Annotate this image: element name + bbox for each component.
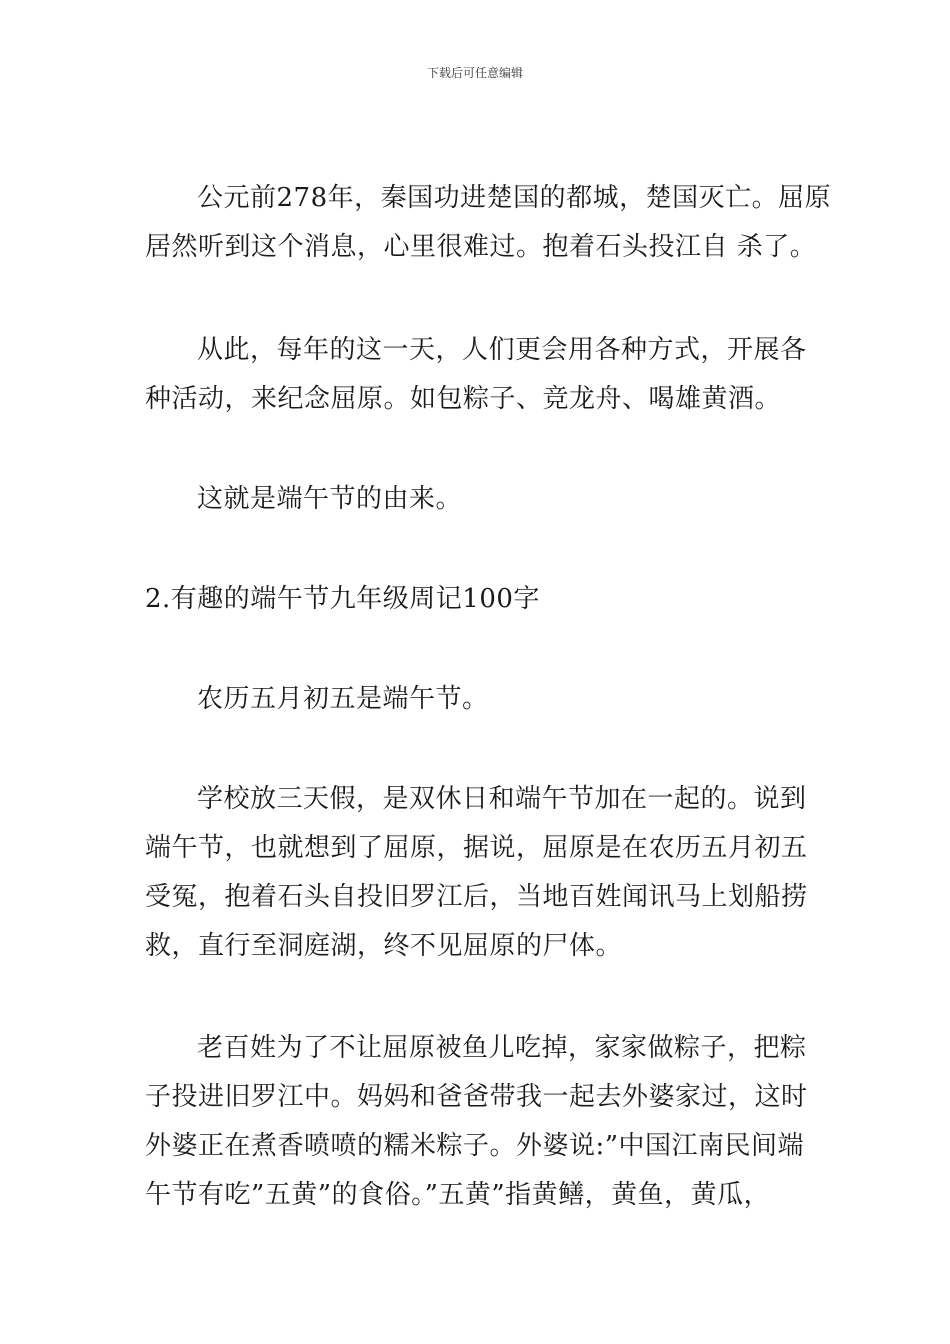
text-line: 种活动，来纪念屈原。如包粽子、竞龙舟、喝雄黄酒。 — [145, 384, 782, 414]
page-header: 下载后可任意编辑 — [426, 66, 523, 80]
text-line: 学校放三天假，是双休日和端午节加在一起的。说到 — [197, 784, 807, 814]
text-line: 居然听到这个消息，心里很难过。抱着石头投江自 杀了。 — [145, 232, 817, 262]
text-line: 救，直行至洞庭湖，终不见屈原的尸体。 — [145, 931, 623, 961]
paragraph-commemoration — [145, 326, 835, 424]
text-line: 从此，每年的这一天，人们更会用各种方式，开展各 — [197, 335, 807, 365]
paragraph-zongzi — [145, 1024, 835, 1220]
text-line: 公元前278年，秦国功进楚国的都城，楚国灭亡。屈原 — [197, 183, 832, 213]
text-line: 端午节，也就想到了屈原，据说，屈原是在农历五月初五 — [145, 833, 808, 863]
paragraph-origin-summary — [145, 475, 835, 524]
text-line: 午节有吃”五黄”的食俗。”五黄”指黄鳝，黄鱼，黄瓜， — [145, 1180, 771, 1210]
paragraph-qu-yuan-death — [145, 174, 835, 272]
section-heading — [145, 575, 835, 624]
text-line: 子投进旧罗江中。妈妈和爸爸带我一起去外婆家过，这时 — [145, 1082, 808, 1112]
text-line: 外婆正在煮香喷喷的糯米粽子。外婆说:”中国江南民间端 — [145, 1131, 805, 1161]
text-line: 老百姓为了不让屈原被鱼儿吃掉，家家做粽子，把粽 — [197, 1033, 807, 1063]
text-line: 这就是端午节的由来。 — [197, 484, 463, 514]
paragraph-holiday — [145, 775, 835, 971]
text-line: 受冤，抱着石头自投旧罗江后，当地百姓闻讯马上划船捞 — [145, 882, 808, 912]
heading-text: 2.有趣的端午节九年级周记100字 — [145, 584, 540, 614]
text-line: 农历五月初五是端午节。 — [197, 684, 489, 714]
paragraph-date — [145, 675, 835, 724]
